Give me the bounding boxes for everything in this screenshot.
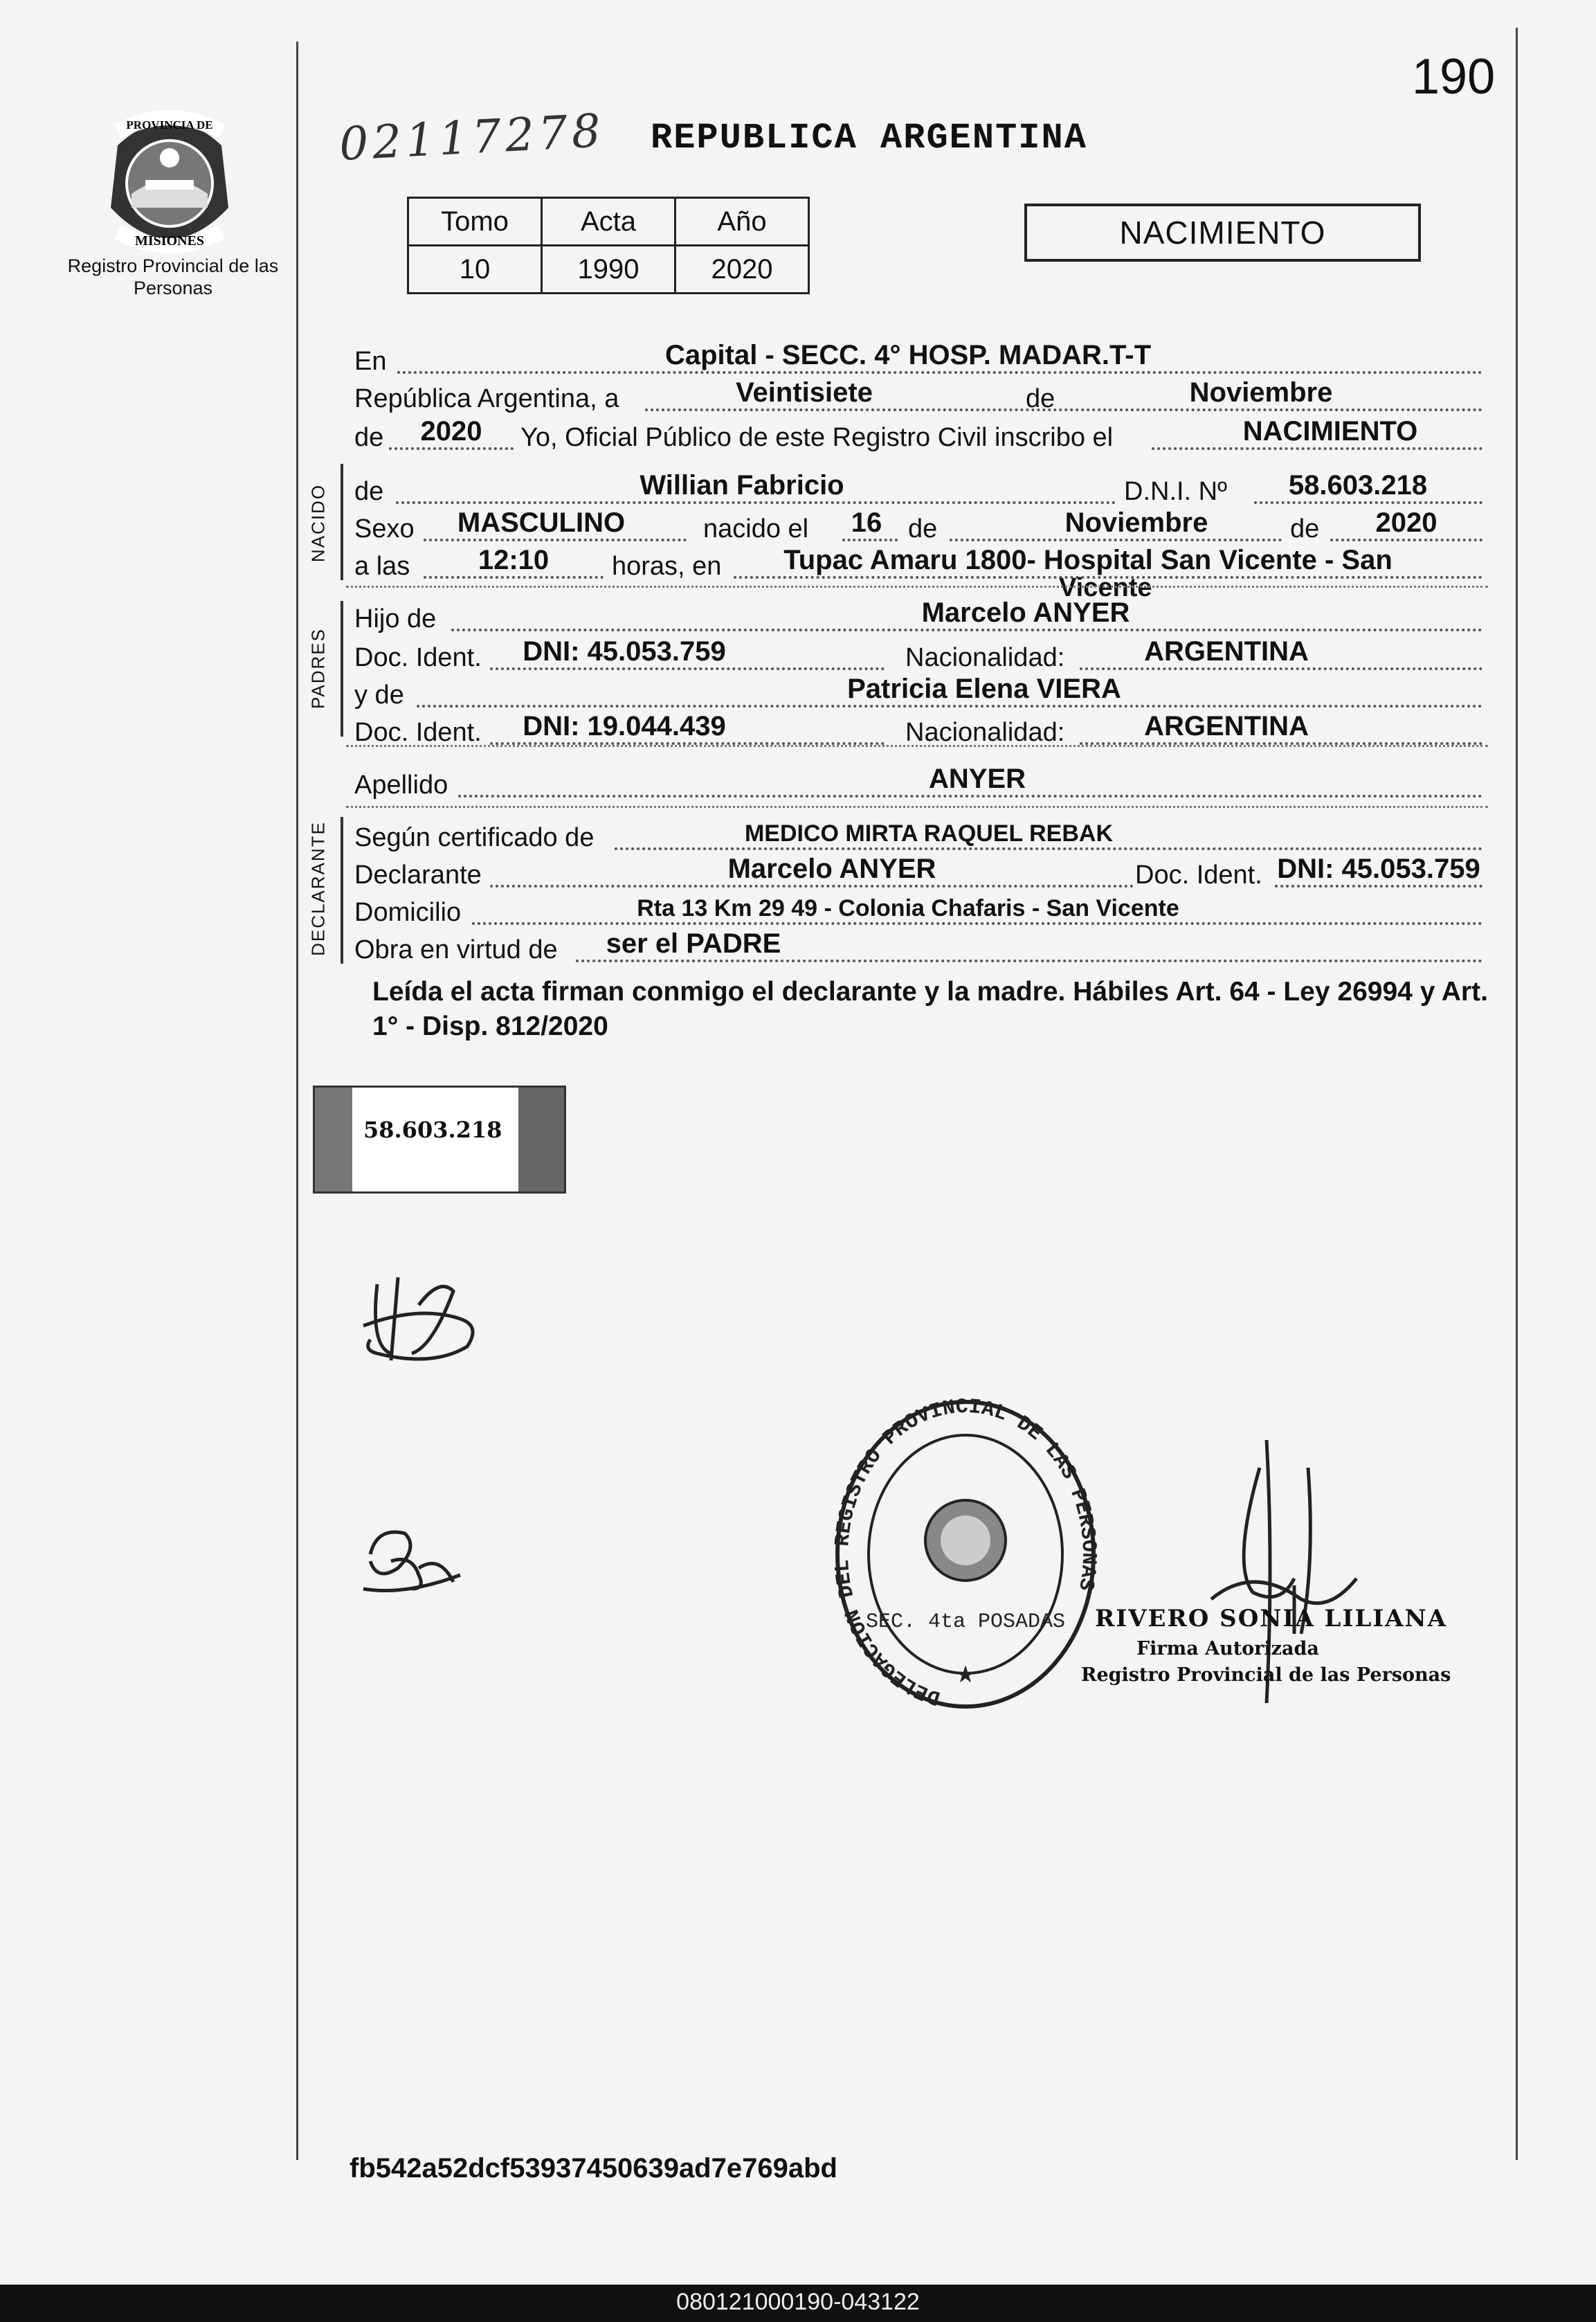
- value-father-nationality: ARGENTINA: [1144, 636, 1309, 667]
- row-hora-lugar: [354, 543, 1482, 583]
- dotted-line: [389, 447, 514, 450]
- label-dni: D.N.I. Nº: [1124, 477, 1227, 506]
- label-sexo: Sexo: [354, 514, 415, 543]
- logo-caption: Registro Provincial de las Personas: [67, 255, 279, 298]
- row-inscribo: [354, 414, 1482, 454]
- row-mother-doc: [354, 709, 1482, 749]
- register-value-tomo: 10: [408, 246, 542, 294]
- row-date-text: [354, 375, 1482, 415]
- right-margin-line: [1516, 28, 1518, 2160]
- official-title: Firma Autorizada: [1136, 1638, 1319, 1659]
- handwritten-number: 02117278: [338, 104, 606, 171]
- section-declarante-label: DECLARANTE: [307, 821, 329, 956]
- record-type-box: NACIMIENTO: [1024, 204, 1421, 262]
- mother-signature: [350, 1513, 474, 1603]
- row-hijo-de: [354, 595, 1482, 636]
- dni-card: [313, 1086, 566, 1194]
- dotted-line: [490, 667, 885, 670]
- row-en: [354, 338, 1482, 378]
- register-header-row: [408, 198, 809, 246]
- dotted-line: [615, 847, 1482, 850]
- dotted-line: [1152, 447, 1482, 450]
- stamp-ring-text: DELEGACION DEL REGISTRO PROVINCIAL DE LAS PERSONAS: [831, 1398, 1100, 1709]
- label-inscribo: Yo, Oficial Público de este Registro Civil inscribo el: [520, 423, 1114, 452]
- crest-top-text: PROVINCIA DE: [126, 118, 213, 132]
- register-value-row: [408, 246, 809, 294]
- register-header-acta: Acta: [542, 198, 675, 246]
- section-separator: [346, 586, 1488, 588]
- row-declarante: [354, 852, 1482, 892]
- label-a-las: a las: [354, 552, 410, 581]
- value-birth-place-line2: Vicente: [1059, 573, 1152, 602]
- dotted-line: [451, 629, 1482, 631]
- value-birth-day: 16: [851, 507, 882, 538]
- register-value-ano: 2020: [675, 246, 809, 294]
- label-declarante-doc: Doc. Ident.: [1135, 861, 1262, 890]
- value-declarante: Marcelo ANYER: [727, 854, 936, 884]
- page-number: 190: [1412, 49, 1496, 105]
- value-birth-month: Noviembre: [1064, 507, 1208, 538]
- value-day-text: Veintisiete: [736, 377, 873, 408]
- dotted-line: [397, 371, 1482, 374]
- padres-bracket: [341, 601, 343, 737]
- province-crest-icon: [90, 104, 249, 263]
- value-mother-name: Patricia Elena VIERA: [847, 674, 1121, 704]
- label-de: de: [1026, 384, 1055, 413]
- label-horas-en: horas, en: [612, 552, 722, 581]
- value-child-dni: 58.603.218: [1288, 470, 1428, 501]
- left-margin-line: [296, 42, 298, 2160]
- value-en: Capital - SECC. 4° HOSP. MADAR.T-T: [664, 340, 1151, 370]
- svg-text:★: ★: [954, 1662, 977, 1688]
- dotted-line: [490, 885, 1134, 888]
- row-father-doc: [354, 634, 1482, 674]
- official-stamp: [831, 1398, 1100, 1717]
- value-mother-nationality: ARGENTINA: [1144, 711, 1309, 741]
- dni-card-number: 58.603.218: [363, 1117, 502, 1143]
- label-obra: Obra en virtud de: [354, 935, 558, 964]
- dotted-line: [645, 408, 1482, 411]
- label-apellido: Apellido: [354, 771, 448, 800]
- value-birth-place-line1: Tupac Amaru 1800- Hospital San Vicente - San: [783, 545, 1393, 575]
- label-de-name: de: [354, 477, 384, 506]
- value-child-name: Willian Fabricio: [640, 470, 844, 501]
- dotted-line: [1275, 885, 1482, 888]
- section-separator: [346, 806, 1488, 808]
- crest-bottom-text: MISIONES: [134, 233, 205, 249]
- dotted-line: [396, 501, 1116, 504]
- value-month-text: Noviembre: [1189, 377, 1333, 408]
- row-y-de: [354, 672, 1482, 712]
- register-header-tomo: Tomo: [408, 198, 542, 246]
- dotted-line: [424, 576, 604, 579]
- row-obra: [354, 926, 1482, 966]
- label-mother-nationality: Nacionalidad:: [905, 718, 1065, 747]
- row-certificado: [354, 814, 1482, 854]
- value-birth-time: 12:10: [478, 545, 550, 575]
- dni-card-left-band: [315, 1088, 352, 1191]
- value-obra: ser el PADRE: [606, 928, 781, 959]
- dotted-line: [458, 795, 1482, 798]
- official-org: Registro Provincial de las Personas: [1081, 1664, 1451, 1686]
- dotted-line: [1254, 501, 1482, 504]
- dotted-line: [417, 705, 1482, 708]
- value-father-name: Marcelo ANYER: [921, 597, 1130, 628]
- value-declarante-doc: DNI: 45.053.759: [1277, 854, 1480, 884]
- dotted-line: [1080, 667, 1482, 670]
- label-father-nationality: Nacionalidad:: [905, 643, 1065, 672]
- value-birth-year: 2020: [1375, 507, 1438, 538]
- stamp-inner-text: SEC. 4ta POSADAS: [865, 1610, 1066, 1634]
- document-title: REPUBLICA ARGENTINA: [651, 118, 1087, 159]
- label-father-doc: Doc. Ident.: [354, 643, 482, 672]
- value-father-doc: DNI: 45.053.759: [523, 636, 726, 667]
- label-hijo-de: Hijo de: [354, 604, 437, 633]
- barcode-text: 080121000190-043122: [676, 2289, 920, 2315]
- closing-statement: Leída el acta firman conmigo el declarante y la madre. Hábiles Art. 64 - Ley 26994 y Art. 1° - Disp. 812/2020: [372, 977, 1488, 1041]
- dotted-line: [950, 539, 1282, 541]
- label-de-birth-year: de: [1290, 514, 1320, 543]
- label-republica: República Argentina, a: [354, 384, 619, 413]
- label-domicilio: Domicilio: [354, 898, 462, 927]
- value-domicilio: Rta 13 Km 29 49 - Colonia Chafaris - San Vicente: [637, 895, 1179, 921]
- value-sexo: MASCULINO: [457, 507, 626, 538]
- document-hash: fb542a52dcf53937450639ad7e769abd: [350, 2153, 837, 2184]
- dotted-line: [842, 539, 898, 541]
- register-value-acta: 1990: [542, 246, 675, 294]
- dotted-line: [576, 960, 1482, 962]
- value-certificado: MEDICO MIRTA RAQUEL REBAK: [744, 820, 1114, 847]
- section-separator: [346, 745, 1488, 747]
- label-de-year: de: [354, 423, 384, 452]
- value-mother-doc: DNI: 19.044.439: [523, 711, 726, 741]
- label-en: En: [354, 347, 387, 376]
- nacido-bracket: [341, 464, 343, 580]
- label-certificado: Según certificado de: [354, 823, 595, 852]
- dotted-line: [472, 922, 1482, 925]
- dotted-line: [424, 539, 687, 541]
- dni-card-right-band: [518, 1088, 564, 1191]
- label-mother-doc: Doc. Ident.: [354, 718, 482, 747]
- row-name: [354, 468, 1482, 508]
- declarante-signature: [350, 1263, 502, 1374]
- register-table: [407, 197, 810, 294]
- dotted-line: [1330, 539, 1482, 541]
- register-header-ano: Año: [675, 198, 809, 246]
- label-de-birth-month: de: [908, 514, 938, 543]
- declarante-bracket: [341, 817, 343, 964]
- value-inscribo: NACIMIENTO: [1242, 416, 1418, 447]
- label-y-de: y de: [354, 681, 404, 710]
- row-apellido: [354, 762, 1482, 802]
- value-apellido: ANYER: [928, 764, 1026, 794]
- official-name: RIVERO SONIA LILIANA: [1095, 1605, 1447, 1632]
- row-domicilio: [354, 889, 1482, 929]
- section-nacido-label: NACIDO: [307, 483, 329, 563]
- label-nacido-el: nacido el: [703, 514, 809, 543]
- label-declarante: Declarante: [354, 861, 482, 890]
- row-sexo: [354, 505, 1482, 546]
- value-year-text: 2020: [420, 416, 482, 447]
- section-padres-label: PADRES: [307, 628, 329, 709]
